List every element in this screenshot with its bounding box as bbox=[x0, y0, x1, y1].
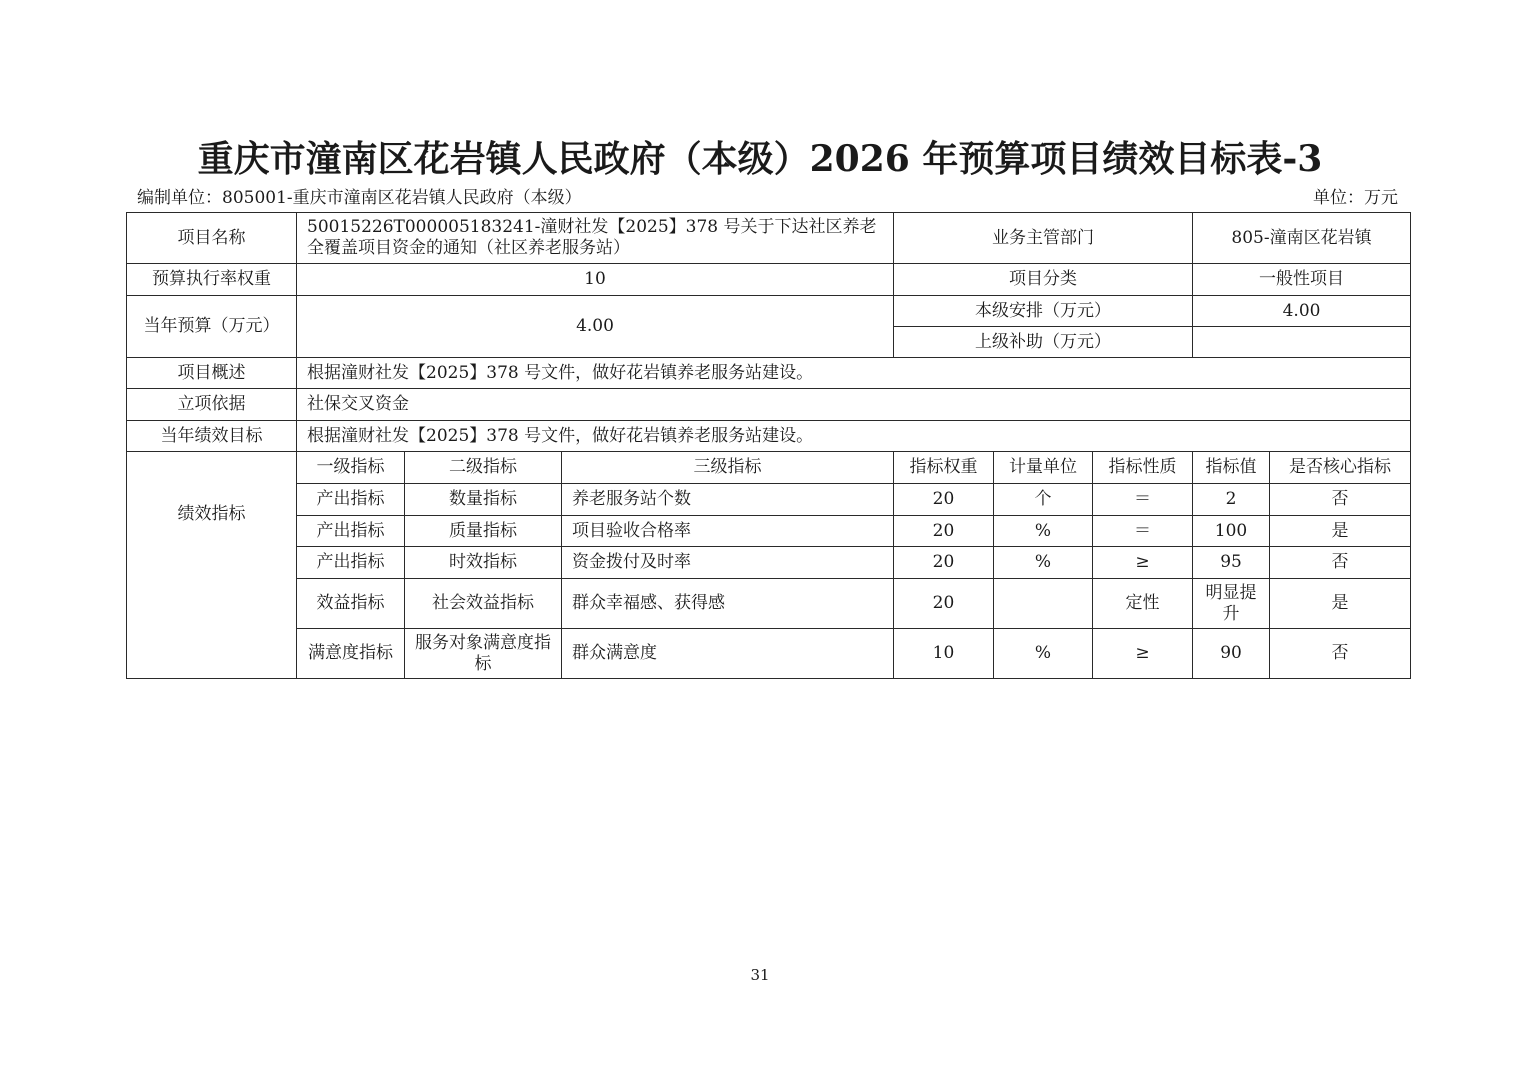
level2-cell: 服务对象满意度指标 bbox=[405, 629, 562, 679]
table-row bbox=[127, 484, 1411, 516]
indicator-header-row bbox=[127, 452, 1411, 484]
goal-value: 根据潼财社发【2025】378 号文件，做好花岩镇养老服务站建设。 bbox=[297, 421, 1411, 452]
core-cell: 否 bbox=[1270, 547, 1411, 579]
row-budget-local bbox=[127, 296, 1411, 327]
nature-cell: ≥ bbox=[1093, 629, 1193, 679]
basis-value: 社保交叉资金 bbox=[297, 389, 1411, 421]
unit-cell: % bbox=[994, 629, 1093, 679]
project-name-value: 50015226T000005183241-潼财社发【2025】378 号关于下达社区养老全覆盖项目资金的通知（社区养老服务站） bbox=[297, 213, 894, 264]
performance-table bbox=[126, 212, 1411, 679]
table-row bbox=[127, 579, 1411, 629]
unit-cell: % bbox=[994, 547, 1093, 579]
level1-cell: 满意度指标 bbox=[297, 629, 405, 679]
row-project-name bbox=[127, 213, 1411, 264]
weight-cell: 20 bbox=[894, 547, 994, 579]
level1-cell: 产出指标 bbox=[297, 516, 405, 547]
dept-label: 业务主管部门 bbox=[894, 213, 1193, 264]
nature-cell: ＝ bbox=[1093, 484, 1193, 516]
nature-cell: 定性 bbox=[1093, 579, 1193, 629]
unit-cell: 个 bbox=[994, 484, 1093, 516]
level2-cell: 质量指标 bbox=[405, 516, 562, 547]
value-cell: 明显提升 bbox=[1193, 579, 1270, 629]
header-level2: 二级指标 bbox=[405, 452, 562, 484]
upper-value bbox=[1193, 327, 1411, 358]
level3-cell: 项目验收合格率 bbox=[562, 516, 894, 547]
value-cell: 100 bbox=[1193, 516, 1270, 547]
compiling-unit: 编制单位：805001-重庆市潼南区花岩镇人民政府（本级） bbox=[137, 188, 582, 208]
local-value: 4.00 bbox=[1193, 296, 1411, 327]
value-cell: 2 bbox=[1193, 484, 1270, 516]
row-goal bbox=[127, 421, 1411, 452]
level3-cell: 群众幸福感、获得感 bbox=[562, 579, 894, 629]
table-row bbox=[127, 547, 1411, 579]
level3-cell: 资金拨付及时率 bbox=[562, 547, 894, 579]
header-core: 是否核心指标 bbox=[1270, 452, 1411, 484]
table-row bbox=[127, 516, 1411, 547]
level1-cell: 效益指标 bbox=[297, 579, 405, 629]
unit-cell: % bbox=[994, 516, 1093, 547]
header-nature: 指标性质 bbox=[1093, 452, 1193, 484]
header-level3: 三级指标 bbox=[562, 452, 894, 484]
budget-value: 4.00 bbox=[297, 296, 894, 358]
row-basis bbox=[127, 389, 1411, 421]
weight-cell: 20 bbox=[894, 579, 994, 629]
exec-rate-label: 预算执行率权重 bbox=[127, 264, 297, 296]
level1-cell: 产出指标 bbox=[297, 547, 405, 579]
level3-cell: 养老服务站个数 bbox=[562, 484, 894, 516]
value-cell: 90 bbox=[1193, 629, 1270, 679]
budget-label: 当年预算（万元） bbox=[127, 296, 297, 358]
header-unit: 计量单位 bbox=[994, 452, 1093, 484]
level2-cell: 社会效益指标 bbox=[405, 579, 562, 629]
header-level1: 一级指标 bbox=[297, 452, 405, 484]
unit-cell bbox=[994, 579, 1093, 629]
category-label: 项目分类 bbox=[894, 264, 1193, 296]
nature-cell: ＝ bbox=[1093, 516, 1193, 547]
weight-cell: 10 bbox=[894, 629, 994, 679]
summary-value: 根据潼财社发【2025】378 号文件，做好花岩镇养老服务站建设。 bbox=[297, 358, 1411, 389]
row-exec-rate bbox=[127, 264, 1411, 296]
weight-cell: 20 bbox=[894, 484, 994, 516]
summary-label: 项目概述 bbox=[127, 358, 297, 389]
upper-label: 上级补助（万元） bbox=[894, 327, 1193, 358]
dept-value: 805-潼南区花岩镇 bbox=[1193, 213, 1411, 264]
level3-cell: 群众满意度 bbox=[562, 629, 894, 679]
goal-label: 当年绩效目标 bbox=[127, 421, 297, 452]
page-number: 31 bbox=[750, 966, 770, 984]
project-name-label: 项目名称 bbox=[127, 213, 297, 264]
level2-cell: 时效指标 bbox=[405, 547, 562, 579]
core-cell: 否 bbox=[1270, 484, 1411, 516]
core-cell: 否 bbox=[1270, 629, 1411, 679]
core-cell: 是 bbox=[1270, 579, 1411, 629]
header-weight: 指标权重 bbox=[894, 452, 994, 484]
table-row bbox=[127, 629, 1411, 679]
basis-label: 立项依据 bbox=[127, 389, 297, 421]
money-unit: 单位：万元 bbox=[1313, 188, 1398, 208]
exec-rate-value: 10 bbox=[297, 264, 894, 296]
category-value: 一般性项目 bbox=[1193, 264, 1411, 296]
nature-cell: ≥ bbox=[1093, 547, 1193, 579]
core-cell: 是 bbox=[1270, 516, 1411, 547]
indicators-section-label: 绩效指标 bbox=[127, 452, 297, 679]
page-title: 重庆市潼南区花岩镇人民政府（本级）2026 年预算项目绩效目标表-3 bbox=[197, 138, 1323, 180]
level1-cell: 产出指标 bbox=[297, 484, 405, 516]
header-value: 指标值 bbox=[1193, 452, 1270, 484]
row-summary bbox=[127, 358, 1411, 389]
value-cell: 95 bbox=[1193, 547, 1270, 579]
level2-cell: 数量指标 bbox=[405, 484, 562, 516]
local-label: 本级安排（万元） bbox=[894, 296, 1193, 327]
weight-cell: 20 bbox=[894, 516, 994, 547]
